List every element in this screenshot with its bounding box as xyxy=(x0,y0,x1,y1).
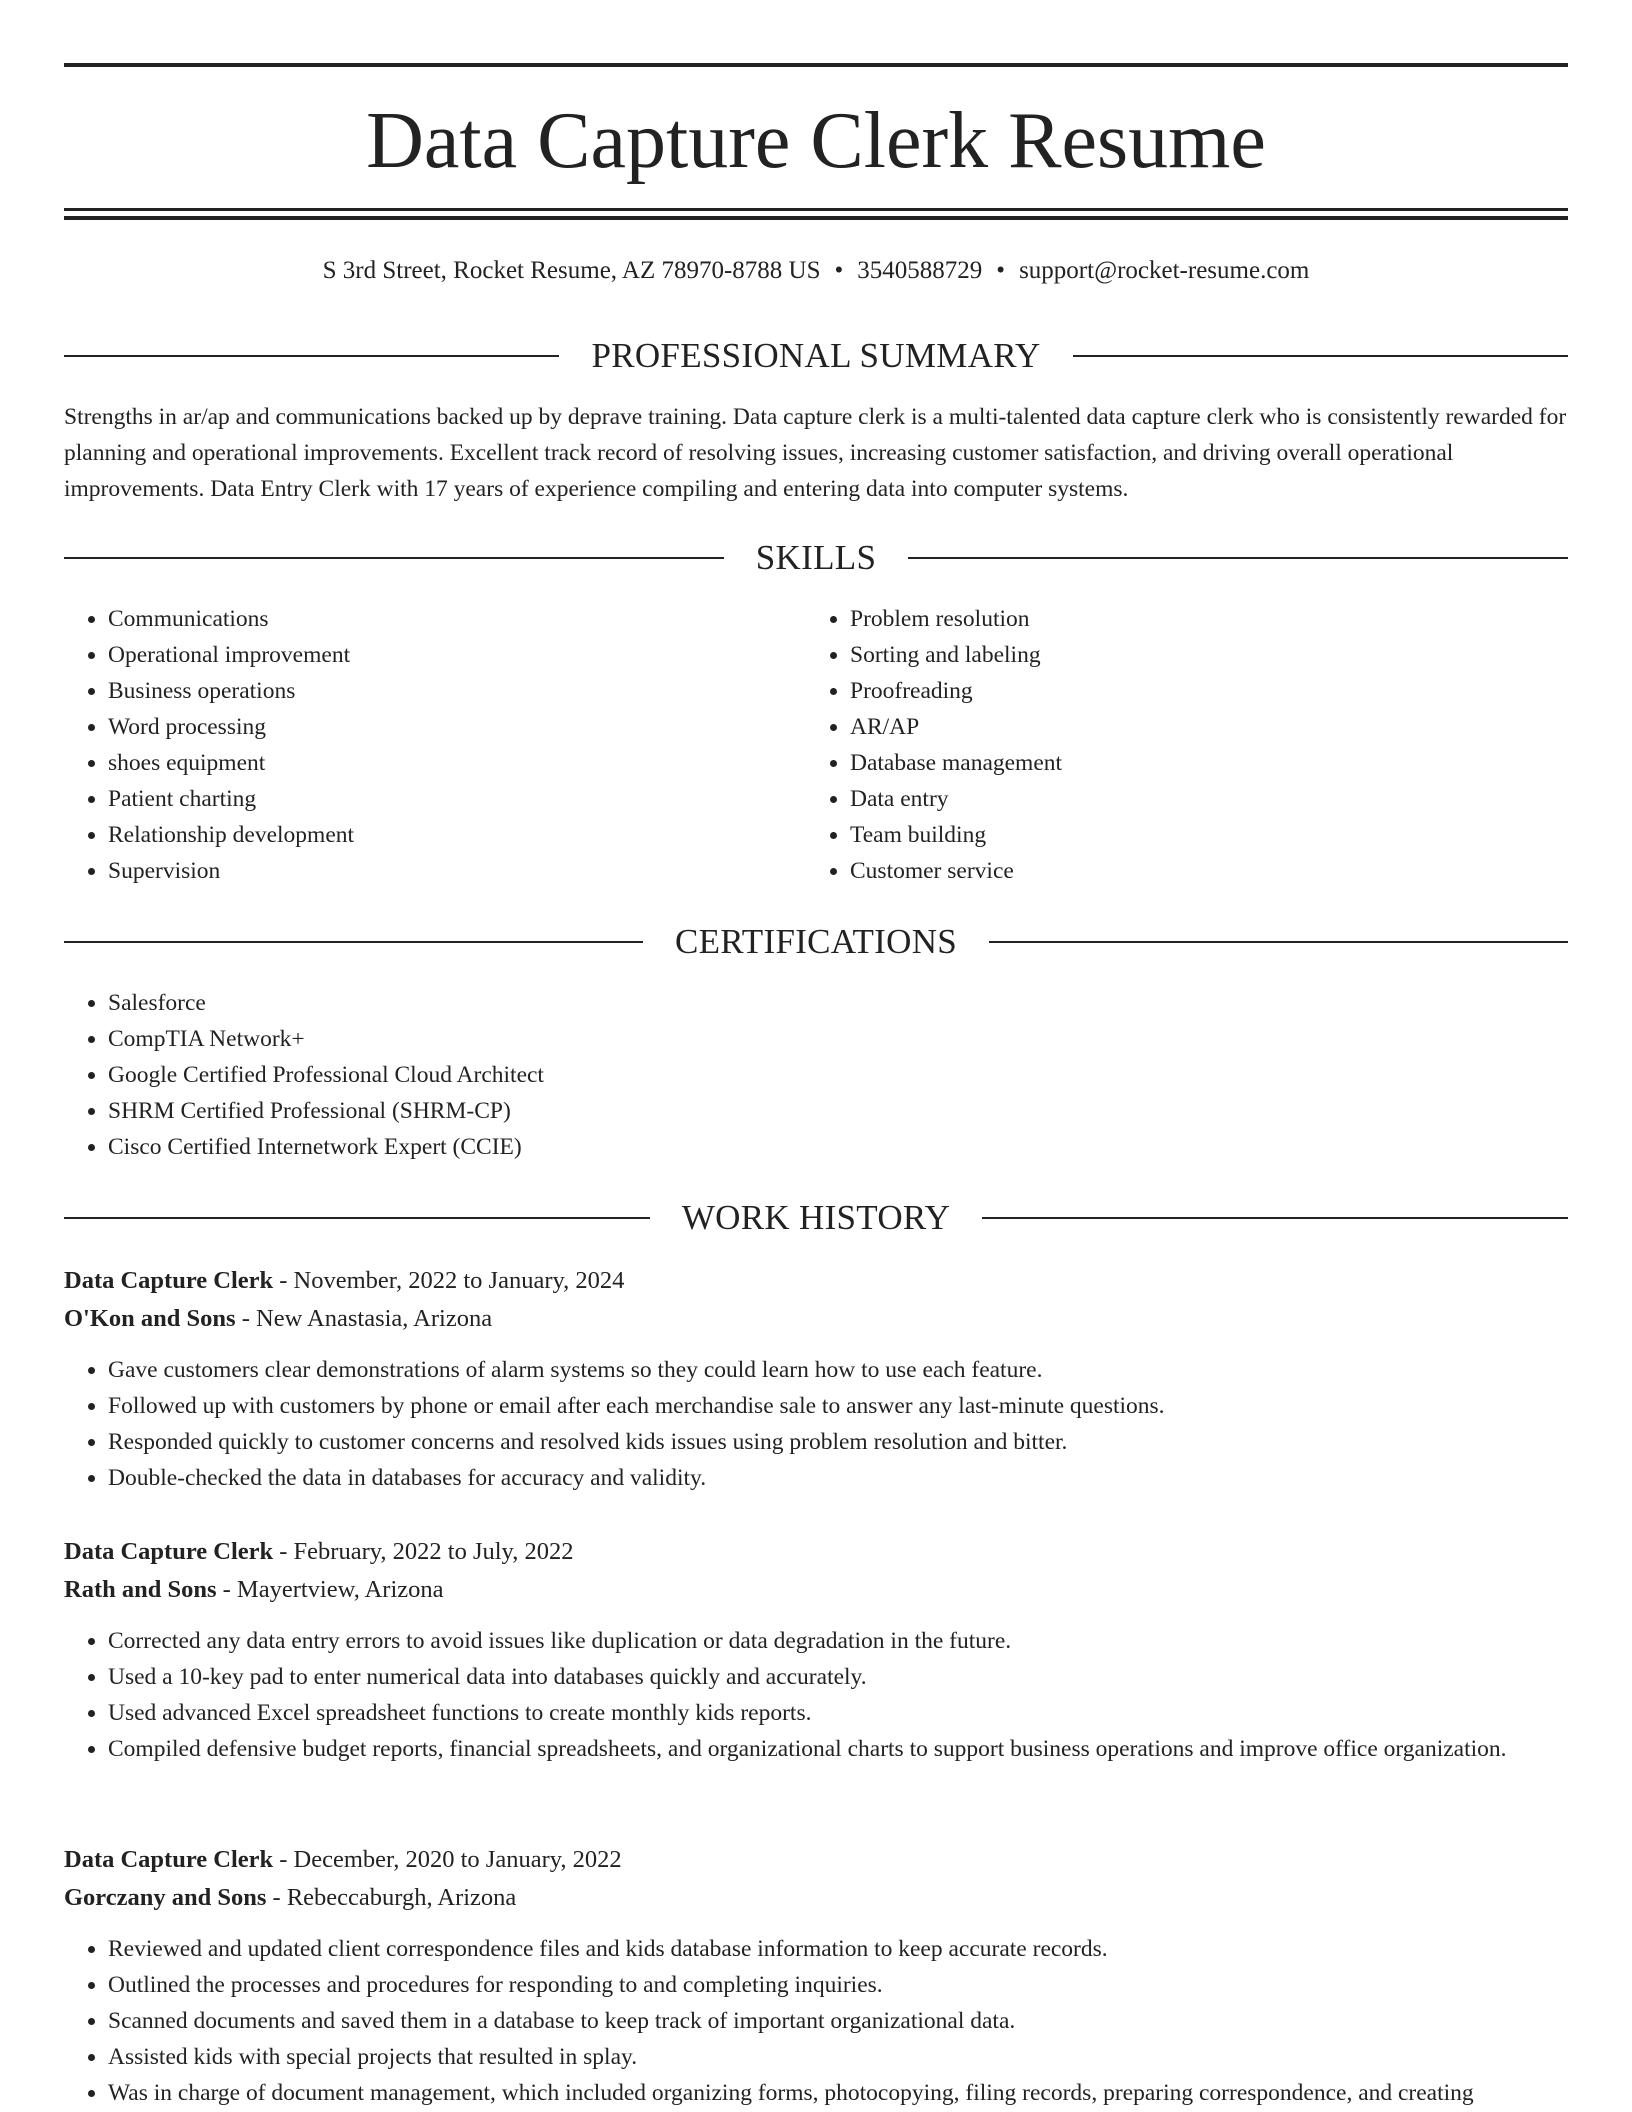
section-header-skills xyxy=(64,536,1568,580)
skills-list-left xyxy=(64,601,804,889)
section-rule xyxy=(64,355,559,357)
job-bullets xyxy=(64,1931,1568,2111)
job-location: - Rebeccaburgh, Arizona xyxy=(266,1884,517,1911)
section-header-certifications xyxy=(64,920,1568,964)
job-company: O'Kon and Sons xyxy=(64,1305,236,1332)
job-bullets xyxy=(64,1623,1568,1767)
contact-phone: 3540588729 xyxy=(857,257,983,284)
skill-item: • Customer service xyxy=(850,853,1546,889)
summary-text: Strengths in ar/ap and communications backed up by deprave training. Data capture clerk is a multi-talented data capture clerk who is consistently rewarded for planning and operational improvements. Excellent track record of resolving issues, increasing customer satisfaction, and driving overall operational improvements. Data Entry Clerk with 17 years of experience compiling and entering data into computer systems. xyxy=(64,404,1567,502)
title-rule-lower xyxy=(64,216,1568,220)
job-location: - Mayertview, Arizona xyxy=(216,1576,444,1603)
job-dates: - November, 2022 to January, 2024 xyxy=(273,1267,625,1294)
certifications xyxy=(64,985,1568,1165)
skill-item: • Team building xyxy=(850,817,1546,853)
skill-item: • Word processing xyxy=(108,709,804,745)
job-bullets xyxy=(64,1352,1568,1496)
job-title-line xyxy=(64,1262,1568,1300)
list-item: • Responded quickly to customer concerns and resolved kids issues using problem resolution and bitter. xyxy=(108,1424,1568,1460)
certification-item: • Salesforce xyxy=(108,985,1568,1021)
list-item: • Scanned documents and saved them in a database to keep track of important organizational data. xyxy=(108,2003,1568,2039)
job-title: Data Capture Clerk xyxy=(64,1267,274,1294)
title-rule-upper xyxy=(64,208,1568,211)
top-rule xyxy=(64,63,1568,67)
job-title: Data Capture Clerk xyxy=(64,1538,274,1565)
skill-item: • Sorting and labeling xyxy=(850,637,1546,673)
section-title-work-history: WORK HISTORY xyxy=(681,1198,951,1237)
skills-column-right xyxy=(806,601,1546,889)
section-rule xyxy=(64,557,724,559)
job-company: Rath and Sons xyxy=(64,1576,217,1603)
list-item: • Outlined the processes and procedures for responding to and completing inquiries. xyxy=(108,1967,1568,2003)
skill-item: • Relationship development xyxy=(108,817,804,853)
section-header-summary xyxy=(64,334,1568,378)
list-item: • Gave customers clear demonstrations of alarm systems so they could learn how to use each feature. xyxy=(108,1352,1568,1388)
list-item: • Compiled defensive budget reports, financial spreadsheets, and organizational charts to support business operations and improve office organization. xyxy=(108,1731,1568,1767)
list-item: • Used advanced Excel spreadsheet functions to create monthly kids reports. xyxy=(108,1695,1568,1731)
list-item: • Used a 10-key pad to enter numerical data into databases quickly and accurately. xyxy=(108,1659,1568,1695)
section-rule xyxy=(982,1217,1568,1219)
skill-item: • Problem resolution xyxy=(850,601,1546,637)
job-entry xyxy=(64,1262,1568,1496)
job-company-line xyxy=(64,1879,1568,1917)
job-company-line xyxy=(64,1300,1568,1338)
section-title-summary: PROFESSIONAL SUMMARY xyxy=(591,336,1041,375)
skill-item: • Database management xyxy=(850,745,1546,781)
job-dates: - December, 2020 to January, 2022 xyxy=(273,1846,622,1873)
skill-item: • Supervision xyxy=(108,853,804,889)
section-rule xyxy=(64,1217,650,1219)
skill-item: • Operational improvement xyxy=(108,637,804,673)
page-title: Data Capture Clerk Resume xyxy=(366,97,1266,185)
job-title-line xyxy=(64,1533,1568,1571)
certifications-list xyxy=(64,985,1568,1165)
contact-email[interactable]: support@rocket-resume.com xyxy=(1019,257,1310,284)
section-rule xyxy=(64,941,643,943)
skill-item: • Data entry xyxy=(850,781,1546,817)
skill-item: • Patient charting xyxy=(108,781,804,817)
job-dates: - February, 2022 to July, 2022 xyxy=(273,1538,574,1565)
job-company: Gorczany and Sons xyxy=(64,1884,267,1911)
certification-item: • Cisco Certified Internetwork Expert (CCIE) xyxy=(108,1129,1568,1165)
section-header-work-history xyxy=(64,1196,1568,1240)
skill-item: • Business operations xyxy=(108,673,804,709)
contact-separator: • xyxy=(834,257,844,284)
section-rule xyxy=(1073,355,1568,357)
certification-item: • CompTIA Network+ xyxy=(108,1021,1568,1057)
job-title-line xyxy=(64,1841,1568,1879)
section-title-skills: SKILLS xyxy=(755,538,877,577)
list-item: • Double-checked the data in databases for accuracy and validity. xyxy=(108,1460,1568,1496)
section-rule xyxy=(989,941,1568,943)
skill-item: • shoes equipment xyxy=(108,745,804,781)
contact-line xyxy=(64,254,1568,288)
skills-list-right xyxy=(806,601,1546,889)
contact-separator: • xyxy=(996,257,1006,284)
certification-item: • Google Certified Professional Cloud Architect xyxy=(108,1057,1568,1093)
job-entry xyxy=(64,1841,1568,2111)
skill-item: • Proofreading xyxy=(850,673,1546,709)
job-location: - New Anastasia, Arizona xyxy=(235,1305,493,1332)
section-rule xyxy=(908,557,1568,559)
job-company-line xyxy=(64,1571,1568,1609)
skill-item: • AR/AP xyxy=(850,709,1546,745)
skills-column-left xyxy=(64,601,804,889)
certification-item: • SHRM Certified Professional (SHRM-CP) xyxy=(108,1093,1568,1129)
skill-item: • Communications xyxy=(108,601,804,637)
list-item: • Followed up with customers by phone or email after each merchandise sale to answer any last-minute questions. xyxy=(108,1388,1568,1424)
list-item: • Assisted kids with special projects that resulted in splay. xyxy=(108,2039,1568,2075)
list-item: • Reviewed and updated client correspondence files and kids database information to keep accurate records. xyxy=(108,1931,1568,1967)
list-item: • Corrected any data entry errors to avoid issues like duplication or data degradation in the future. xyxy=(108,1623,1568,1659)
job-entry xyxy=(64,1533,1568,1767)
list-item: • Was in charge of document management, which included organizing forms, photocopying, filing records, preparing correspondence, and creating xyxy=(108,2075,1568,2111)
section-title-certifications: CERTIFICATIONS xyxy=(674,922,958,961)
contact-address: S 3rd Street, Rocket Resume, AZ 78970-8788 US xyxy=(322,257,821,284)
job-title: Data Capture Clerk xyxy=(64,1846,274,1873)
